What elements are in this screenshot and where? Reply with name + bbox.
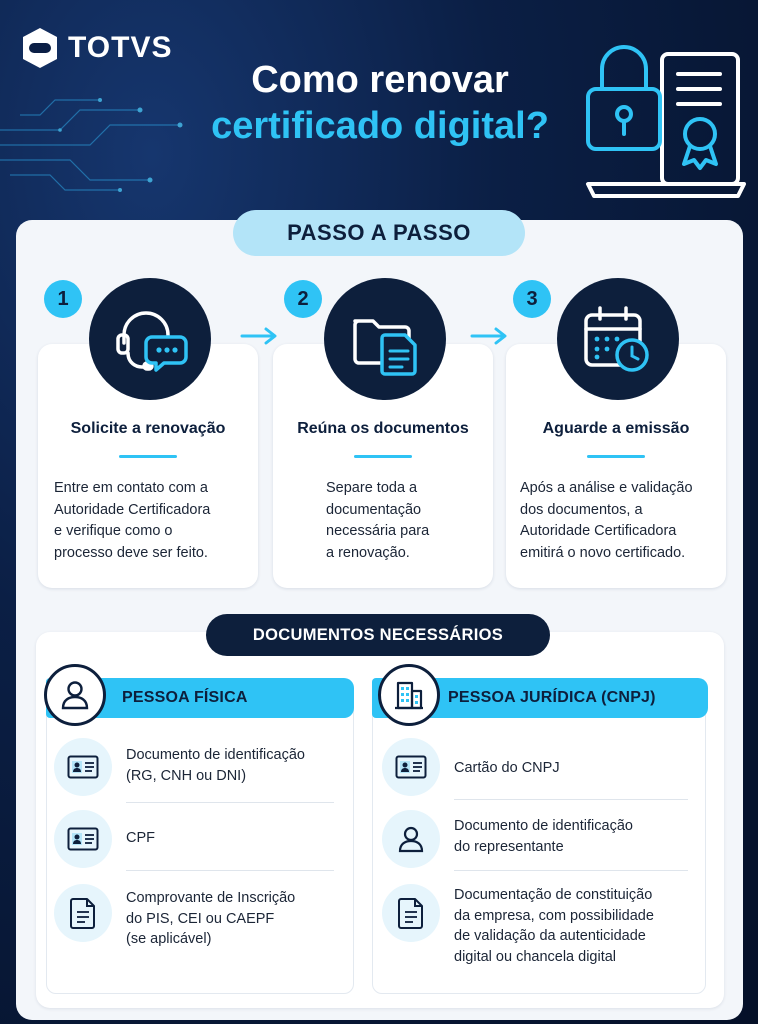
pj-item-3 [454, 885, 654, 967]
document-icon [398, 897, 424, 929]
step-desc-line: e verifique como o [54, 523, 173, 539]
pessoa-juridica-title: PESSOA JURÍDICA (CNPJ) [448, 689, 656, 706]
step-title-3: Aguarde a emissão [542, 420, 690, 437]
step-icon-circle-3 [557, 278, 679, 400]
step-description-3 [520, 478, 693, 564]
person-icon [58, 678, 92, 712]
page-title [190, 58, 570, 150]
divider [454, 799, 688, 800]
title-line-1: Como renovar [251, 59, 509, 101]
section-title-documentos: DOCUMENTOS NECESSÁRIOS [206, 614, 550, 656]
step-description-2 [326, 478, 429, 564]
item-line: Comprovante de Inscrição [126, 890, 296, 906]
item-line: Documento de identificação [454, 818, 633, 834]
circuit-decoration [0, 90, 200, 200]
step-divider [354, 455, 412, 458]
title-line-2: certificado digital? [211, 105, 549, 147]
id-card-icon [395, 755, 427, 779]
divider [126, 802, 334, 803]
step-desc-line: Autoridade Certificadora [54, 501, 211, 518]
item-line: CPF [126, 830, 155, 846]
step-icon-circle-2 [324, 278, 446, 400]
cpf-card-icon-wrap [54, 810, 112, 868]
pf-item-2 [126, 828, 155, 849]
step-desc-line: Após a análise e validação [520, 480, 693, 496]
pf-item-3 [126, 888, 295, 950]
step-desc-line: a renovação. [326, 544, 410, 561]
cpf-card-icon [67, 827, 99, 851]
step-title-2: Reúna os documentos [297, 420, 469, 437]
documents-folder-icon [345, 299, 425, 379]
step-desc-line: necessária para [326, 523, 430, 539]
step-number-1: 1 [44, 280, 82, 318]
step-desc-line: documentação [326, 501, 422, 518]
totvs-logo-mark-icon [20, 26, 60, 70]
item-line: (RG, CNH ou DNI) [126, 767, 247, 784]
item-line: Cartão do CNPJ [454, 760, 560, 776]
pj-item-1 [454, 758, 560, 779]
step-divider [587, 455, 645, 458]
pf-item-1 [126, 745, 305, 786]
divider [454, 870, 688, 871]
pessoa-juridica-badge [378, 664, 440, 726]
headset-chat-icon [110, 299, 190, 379]
step-desc-line: Separe toda a [326, 480, 418, 496]
document-icon [70, 897, 96, 929]
id-card-icon-wrap [382, 738, 440, 796]
step-desc-line: Entre em contato com a [54, 480, 208, 496]
person-icon [396, 824, 426, 854]
step-desc-line: Autoridade Certificadora [520, 523, 677, 539]
id-card-icon-wrap [54, 738, 112, 796]
item-line: Documento de identificação [126, 747, 305, 763]
section-title-passo-a-passo: PASSO A PASSO [233, 210, 525, 256]
arrow-right-icon [470, 326, 510, 346]
item-line: Documentação de constituição [454, 887, 653, 903]
brand-name: TOTVS [68, 31, 173, 64]
item-line: (se aplicável) [126, 931, 212, 947]
step-title-1: Solicite a renovação [70, 420, 226, 437]
certificate-lock-icon [580, 34, 750, 204]
step-number-3: 3 [513, 280, 551, 318]
step-number-2: 2 [284, 280, 322, 318]
item-line: de validação da autenticidade [454, 928, 646, 944]
building-icon [392, 678, 426, 712]
divider [126, 870, 334, 871]
calendar-clock-icon [578, 299, 658, 379]
item-line: do representante [454, 838, 564, 855]
id-card-icon [67, 755, 99, 779]
step-desc-line: dos documentos, a [520, 501, 643, 518]
arrow-right-icon [240, 326, 280, 346]
step-desc-line: emitirá o novo certificado. [520, 544, 686, 561]
step-divider [119, 455, 177, 458]
document-icon-wrap [382, 884, 440, 942]
item-line: do PIS, CEI ou CAEPF [126, 910, 275, 927]
pessoa-fisica-title: PESSOA FÍSICA [122, 689, 248, 706]
pessoa-fisica-badge [44, 664, 106, 726]
document-icon-wrap [54, 884, 112, 942]
item-line: digital ou chancela digital [454, 948, 617, 965]
step-icon-circle-1 [89, 278, 211, 400]
totvs-logo [20, 26, 172, 70]
item-line: da empresa, com possibilidade [454, 907, 654, 924]
pj-item-2 [454, 816, 633, 857]
step-desc-line: processo deve ser feito. [54, 544, 208, 561]
step-description-1 [54, 478, 210, 564]
person-icon-wrap [382, 810, 440, 868]
